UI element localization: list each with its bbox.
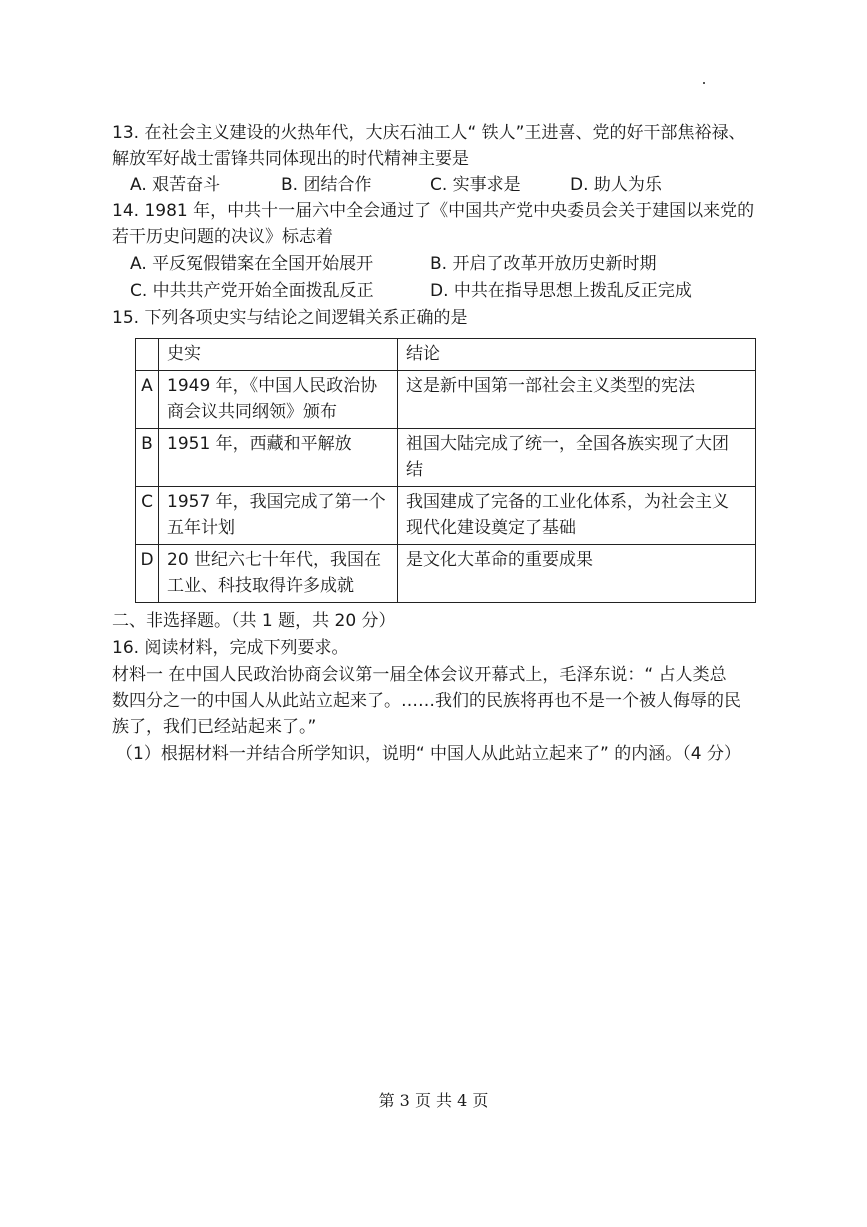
q13-stem-line2: 解放军好战士雷锋共同体现出的时代精神主要是 xyxy=(112,149,469,169)
table-row xyxy=(136,545,756,603)
row-fact-line: 工业、科技取得许多成就 xyxy=(167,576,354,596)
q14-option-c: C. 中共共产党开始全面拨乱反正 xyxy=(130,281,374,301)
row-fact-line: 1951 年，西藏和平解放 xyxy=(167,434,352,454)
q15-table xyxy=(135,338,756,603)
row-fact xyxy=(159,429,398,487)
table-row xyxy=(136,429,756,487)
table-header-fact: 史实 xyxy=(159,339,398,371)
q16-subquestion-1: （1）根据材料一并结合所学知识，说明“ 中国人从此站立起来了” 的内涵。（4 分） xyxy=(116,744,741,764)
table-row xyxy=(136,487,756,545)
table-header-key xyxy=(136,339,159,371)
table-header-conclusion: 结论 xyxy=(398,339,756,371)
row-key: D xyxy=(136,545,159,603)
row-key: C xyxy=(136,487,159,545)
row-fact-line: 五年计划 xyxy=(167,518,235,538)
row-fact-line: 20 世纪六七十年代，我国在 xyxy=(167,550,382,570)
material1-line1: 材料一 在中国人民政治协商会议第一届全体会议开幕式上，毛泽东说：“ 占人类总 xyxy=(112,665,727,685)
material1-line3: 族了，我们已经站起来了。” xyxy=(112,717,317,737)
table-row xyxy=(136,371,756,429)
q13-option-b: B. 团结合作 xyxy=(281,175,372,195)
q14-stem-line1: 14. 1981 年，中共十一届六中全会通过了《中国共产党中央委员会关于建国以来党的 xyxy=(112,201,755,221)
section2-heading: 二、非选择题。（共 1 题，共 20 分） xyxy=(112,611,396,631)
q13-option-c: C. 实事求是 xyxy=(430,175,521,195)
row-fact xyxy=(159,545,398,603)
row-conclusion-line: 我国建成了完备的工业化体系，为社会主义 xyxy=(406,492,729,512)
row-conclusion-line: 是文化大革命的重要成果 xyxy=(406,550,593,570)
q13-stem-line1: 13. 在社会主义建设的火热年代，大庆石油工人“ 铁人”王进喜、党的好干部焦裕禄、 xyxy=(112,123,746,143)
row-fact-line: 1957 年，我国完成了第一个 xyxy=(167,492,386,512)
row-conclusion xyxy=(398,429,756,487)
row-conclusion-line: 结 xyxy=(406,460,423,480)
row-fact-line: 商会议共同纲领》颁布 xyxy=(167,402,337,422)
q14-option-d: D. 中共在指导思想上拨乱反正完成 xyxy=(430,281,692,301)
row-conclusion-line: 现代化建设奠定了基础 xyxy=(406,518,576,538)
row-conclusion xyxy=(398,487,756,545)
q14-stem-line2: 若干历史问题的决议》标志着 xyxy=(112,227,333,247)
row-fact xyxy=(159,371,398,429)
q13-option-d: D. 助人为乐 xyxy=(570,175,662,195)
row-conclusion xyxy=(398,545,756,603)
material1-line2: 数四分之一的中国人从此站立起来了。……我们的民族将再也不是一个被人侮辱的民 xyxy=(112,691,741,711)
table-header-row xyxy=(136,339,756,371)
row-fact xyxy=(159,487,398,545)
row-conclusion-line: 祖国大陆完成了统一，全国各族实现了大团 xyxy=(406,434,729,454)
scan-speck xyxy=(703,82,705,84)
row-conclusion xyxy=(398,371,756,429)
q14-option-a: A. 平反冤假错案在全国开始展开 xyxy=(130,254,374,274)
page-number: 第 3 页 共 4 页 xyxy=(378,1091,489,1110)
row-conclusion-line: 这是新中国第一部社会主义类型的宪法 xyxy=(406,376,695,396)
row-key: B xyxy=(136,429,159,487)
q15-stem: 15. 下列各项史实与结论之间逻辑关系正确的是 xyxy=(112,308,468,328)
q14-option-b: B. 开启了改革开放历史新时期 xyxy=(430,254,657,274)
q13-option-a: A. 艰苦奋斗 xyxy=(130,175,221,195)
row-key: A xyxy=(136,371,159,429)
row-fact-line: 1949 年，《中国人民政治协 xyxy=(167,376,378,396)
q16-stem: 16. 阅读材料，完成下列要求。 xyxy=(112,638,349,658)
